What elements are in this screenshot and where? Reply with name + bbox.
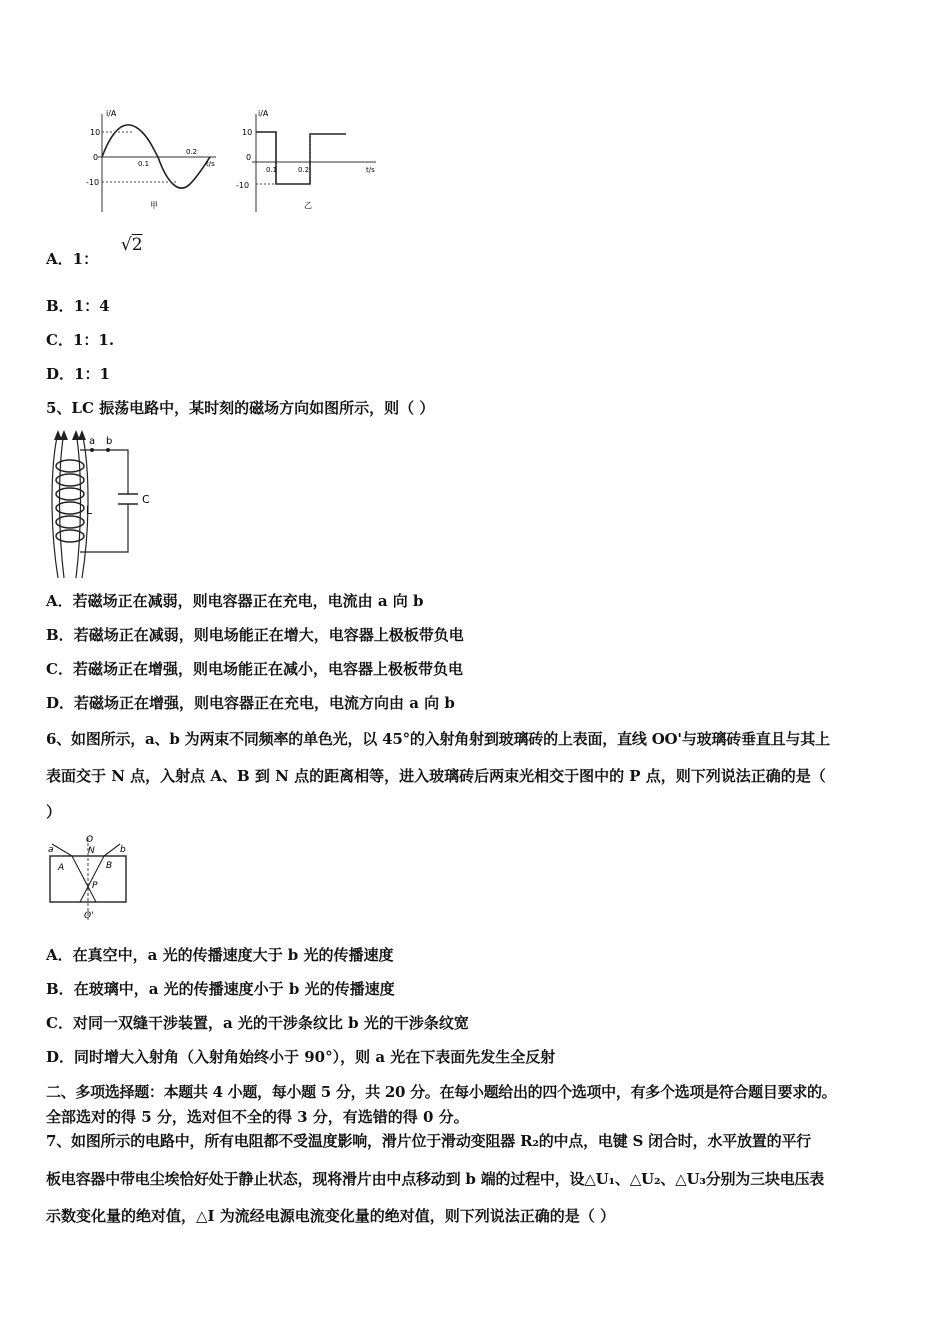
option-letter: B．	[46, 980, 74, 998]
option-text: 若磁场正在增强，则电场能正在减小，电容器上极板带负电	[72, 660, 463, 678]
sine-current-graph	[86, 109, 216, 212]
q5-option-a	[46, 590, 424, 611]
label-B: B	[106, 861, 113, 871]
right-ytick-neg10: -10	[236, 181, 250, 190]
option-text: 1：1.	[72, 331, 115, 349]
left-ytick-10: 10	[90, 128, 101, 137]
right-ytick-10: 10	[242, 128, 253, 137]
lc-circuit-figure	[46, 428, 156, 580]
q7-stem-line-3: 示数变化量的绝对值，△I 为流经电源电流变化量的绝对值，则下列说法正确的是（ ）	[46, 1207, 616, 1225]
option-letter: A．	[46, 250, 73, 268]
inductor-label: L	[86, 504, 93, 517]
q5-stem: 5、LC 振荡电路中，某时刻的磁场方向如图所示，则（ ）	[46, 399, 435, 417]
label-N: N	[88, 846, 95, 856]
q6-stem-line-1: 6、如图所示，a、b 为两束不同频率的单色光，以 45°的入射角射到玻璃砖的上表面，直线 OO'与玻璃砖垂直且与其上	[46, 730, 830, 748]
capacitor-label: C	[142, 493, 150, 506]
left-caption: 甲	[150, 201, 158, 210]
option-text: 若磁场正在减弱，则电场能正在增大，电容器上极板带负电	[73, 626, 464, 644]
option-text: 1：4	[73, 297, 110, 315]
left-y-label: i/A	[106, 109, 117, 118]
q4-option-b	[46, 295, 110, 316]
option-letter: C．	[46, 331, 73, 349]
label-b: b	[120, 845, 126, 855]
right-xtick-01: 0.1	[266, 166, 278, 174]
label-a: a	[48, 845, 54, 855]
right-y-label: i/A	[258, 109, 269, 118]
sqrt-radicand: 2	[131, 235, 143, 255]
option-text: 若磁场正在减弱，则电容器正在充电，电流由 a 向 b	[72, 592, 424, 610]
q4-option-d	[46, 363, 110, 384]
right-caption: 乙	[304, 201, 312, 210]
q7-stem-line-2: 板电容器中带电尘埃恰好处于静止状态，现将滑片由中点移动到 b 端的过程中，设△U₁、△U₂、△U₃分别为三块电压表	[46, 1170, 825, 1188]
left-xtick-02: 0.2	[186, 148, 198, 156]
option-text: 1：1	[74, 365, 110, 383]
point-b-label: b	[106, 436, 113, 447]
option-text: 同时增大入射角（入射角始终小于 90°），则 a 光在下表面先发生全反射	[74, 1048, 556, 1066]
q5-option-d	[46, 692, 455, 713]
left-xtick-01: 0.1	[138, 160, 150, 168]
option-letter: B．	[46, 626, 74, 644]
option-letter: C．	[46, 660, 73, 678]
option-letter: D．	[46, 1048, 75, 1066]
q6-option-c	[46, 1012, 469, 1033]
option-letter: B．	[46, 297, 74, 315]
option-text: 在玻璃中，a 光的传播速度小于 b 光的传播速度	[73, 980, 395, 998]
q7-stem-line-1: 7、如图所示的电路中，所有电阻都不受温度影响，滑片位于滑动变阻器 R₂的中点，电键 S 闭合时，水平放置的平行	[46, 1132, 811, 1150]
q5-option-b	[46, 624, 464, 645]
right-x-label: t/s	[366, 166, 375, 174]
section-2-heading-line-1: 二、多项选择题：本题共 4 小题，每小题 5 分，共 20 分。在每小题给出的四个选项中，有多个选项是符合题目要求的。	[46, 1083, 837, 1101]
q6-stem-line-2: 表面交于 N 点，入射点 A、B 到 N 点的距离相等，进入玻璃砖后两束光相交于图中的 P 点，则下列说法正确的是（	[46, 767, 826, 785]
sqrt-expression: √2	[120, 235, 143, 255]
option-text: 在真空中，a 光的传播速度大于 b 光的传播速度	[72, 946, 394, 964]
option-text: 对同一双缝干涉装置，a 光的干涉条纹比 b 光的干涉条纹宽	[72, 1014, 469, 1032]
point-a-label: a	[89, 436, 96, 447]
option-text: 1：	[72, 250, 99, 268]
q6-option-b	[46, 978, 395, 999]
label-O: O	[86, 835, 94, 845]
left-x-label: t/s	[206, 160, 215, 168]
option-letter: D．	[46, 694, 75, 712]
q4-option-a	[46, 235, 143, 269]
q6-option-d	[46, 1046, 555, 1067]
label-O-prime: O'	[84, 911, 94, 921]
option-letter: A．	[46, 946, 73, 964]
option-letter: A．	[46, 592, 73, 610]
square-current-graph	[236, 109, 376, 212]
label-P: P	[92, 881, 98, 891]
q4-option-c	[46, 329, 114, 350]
section-2-heading-line-2: 全部选对的得 5 分，选对但不全的得 3 分，有选错的得 0 分。	[46, 1108, 469, 1126]
label-A: A	[58, 863, 65, 873]
option-letter: D．	[46, 365, 75, 383]
glass-block-figure	[46, 830, 136, 926]
left-ytick-0: 0	[93, 153, 99, 162]
option-letter: C．	[46, 1014, 73, 1032]
q5-option-c	[46, 658, 463, 679]
q6-option-a	[46, 944, 394, 965]
option-text: 若磁场正在增强，则电容器正在充电，电流方向由 a 向 b	[74, 694, 455, 712]
q6-stem-line-3: ）	[46, 803, 62, 821]
left-ytick-neg10: -10	[86, 178, 100, 187]
current-graphs-figure	[46, 100, 406, 216]
right-xtick-02: 0.2	[298, 166, 310, 174]
right-ytick-0: 0	[246, 153, 252, 162]
